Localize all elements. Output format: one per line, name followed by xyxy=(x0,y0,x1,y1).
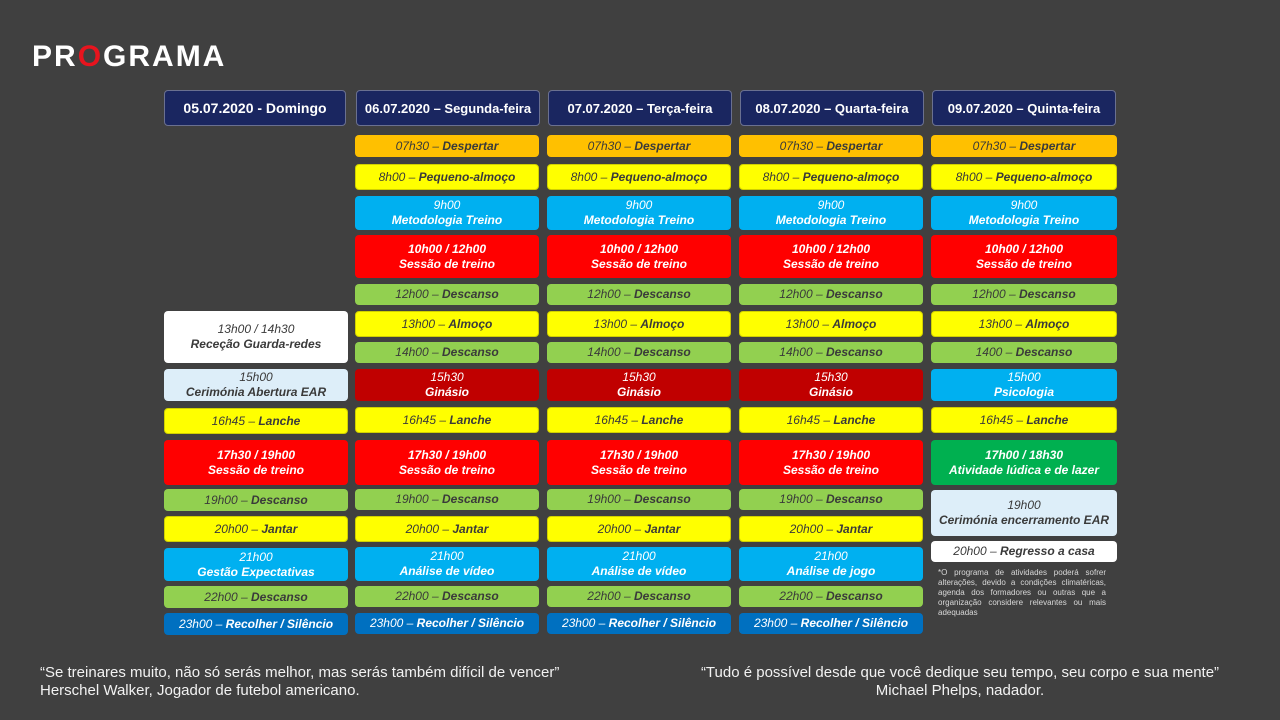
block-time: 07h30 – xyxy=(395,138,443,153)
block-time: 14h00 – xyxy=(587,345,634,359)
block-activity: Lanche xyxy=(1026,412,1069,427)
schedule-block xyxy=(739,586,923,607)
block-time: 23h00 – xyxy=(369,616,417,630)
block-activity: Sessão de treino xyxy=(398,462,496,477)
day-header: 07.07.2020 – Terça-feira xyxy=(548,90,732,126)
schedule-block xyxy=(164,489,348,511)
block-time: 10h00 / 12h00 xyxy=(791,241,871,256)
block-time: 14h00 – xyxy=(779,345,826,359)
schedule-block xyxy=(739,342,923,363)
block-activity: Despertar xyxy=(442,138,499,153)
schedule-block xyxy=(739,164,923,190)
schedule-block xyxy=(739,516,923,542)
schedule-block xyxy=(931,407,1117,433)
block-activity: Descanso xyxy=(1015,345,1073,359)
schedule-block xyxy=(164,586,348,608)
schedule-block xyxy=(931,164,1117,190)
schedule-block xyxy=(931,196,1117,230)
schedule-block xyxy=(355,311,539,337)
schedule-block xyxy=(547,407,731,433)
block-activity: Almoço xyxy=(832,316,877,331)
block-time: 19h00 – xyxy=(204,492,251,507)
block-activity: Jantar xyxy=(452,521,489,536)
block-activity: Descanso xyxy=(634,345,691,359)
schedule-block xyxy=(931,311,1117,337)
schedule-block xyxy=(739,407,923,433)
schedule-block xyxy=(355,135,539,157)
schedule-block xyxy=(739,284,923,305)
block-activity: Sessão de treino xyxy=(207,462,305,477)
block-time: 17h30 / 19h00 xyxy=(599,447,679,462)
block-activity: Ginásio xyxy=(808,385,853,399)
block-activity: Descanso xyxy=(826,589,883,603)
schedule-block xyxy=(164,613,348,635)
block-activity: Sessão de treino xyxy=(782,462,880,477)
block-time: 9h00 xyxy=(433,198,461,212)
schedule-block xyxy=(164,440,348,485)
schedule-block xyxy=(355,369,539,401)
schedule-block xyxy=(355,164,539,190)
block-activity: Pequeno-almoço xyxy=(610,169,708,184)
schedule-block xyxy=(739,135,923,157)
block-activity: Descanso xyxy=(442,492,499,506)
block-activity: Regresso a casa xyxy=(999,544,1095,558)
schedule-block xyxy=(547,547,731,581)
block-activity: Descanso xyxy=(634,492,691,506)
block-time: 8h00 – xyxy=(955,169,996,184)
schedule-block xyxy=(355,440,539,485)
block-time: 20h00 – xyxy=(789,521,837,536)
block-activity: Descanso xyxy=(826,287,883,301)
block-activity: Descanso xyxy=(634,589,691,603)
block-activity: Lanche xyxy=(449,412,492,427)
block-time: 17h30 / 19h00 xyxy=(791,447,871,462)
block-activity: Jantar xyxy=(261,521,298,536)
schedule-block xyxy=(355,235,539,278)
block-time: 17h30 / 19h00 xyxy=(216,447,296,462)
block-activity: Metodologia Treino xyxy=(775,213,887,227)
block-time: 13h00 – xyxy=(978,316,1026,331)
block-activity: Pequeno-almoço xyxy=(995,169,1093,184)
schedule-block xyxy=(164,408,348,434)
block-time: 15h30 xyxy=(622,370,656,384)
block-activity: Pequeno-almoço xyxy=(802,169,900,184)
schedule-block xyxy=(931,284,1117,305)
schedule-block xyxy=(931,135,1117,157)
schedule-block xyxy=(547,284,731,305)
block-activity: Descanso xyxy=(251,589,308,604)
schedule-block xyxy=(355,284,539,305)
block-time: 07h30 – xyxy=(779,138,827,153)
block-time: 16h45 – xyxy=(979,412,1027,427)
block-activity: Descanso xyxy=(1019,287,1076,301)
schedule-block xyxy=(355,489,539,510)
block-activity: Análise de vídeo xyxy=(399,564,495,578)
block-activity: Atividade lúdica e de lazer xyxy=(948,462,1100,477)
block-activity: Lanche xyxy=(258,413,301,428)
block-activity: Descanso xyxy=(251,492,308,507)
block-time: 12h00 – xyxy=(972,287,1019,301)
block-activity: Cerimónia Abertura EAR xyxy=(185,385,327,399)
schedule-block xyxy=(355,613,539,634)
block-time: 22h00 – xyxy=(779,589,826,603)
block-activity: Sessão de treino xyxy=(398,256,496,271)
block-time: 21h00 xyxy=(814,549,848,563)
block-activity: Recolher / Silêncio xyxy=(416,616,525,630)
block-time: 22h00 – xyxy=(204,589,251,604)
quote-left: “Se treinares muito, não só serás melhor, mas serás também difícil de vencer” Herschel Walker, Jogador de futebol americano. xyxy=(40,664,560,699)
block-time: 23h00 – xyxy=(561,616,609,630)
schedule-block xyxy=(547,135,731,157)
day-header: 09.07.2020 – Quinta-feira xyxy=(932,90,1116,126)
schedule-block xyxy=(739,489,923,510)
block-time: 12h00 – xyxy=(587,287,634,301)
block-time: 16h45 – xyxy=(786,412,834,427)
block-activity: Gestão Expectativas xyxy=(197,564,315,579)
block-time: 8h00 – xyxy=(762,169,803,184)
block-time: 22h00 – xyxy=(587,589,634,603)
block-activity: Metodologia Treino xyxy=(391,213,503,227)
block-time: 16h45 – xyxy=(594,412,642,427)
schedule-block xyxy=(931,541,1117,562)
block-time: 8h00 – xyxy=(378,169,419,184)
block-time: 16h45 – xyxy=(211,413,259,428)
schedule-block xyxy=(547,235,731,278)
block-activity: Ginásio xyxy=(616,385,661,399)
block-time: 13h00 – xyxy=(401,316,449,331)
block-activity: Psicologia xyxy=(993,385,1055,399)
block-activity: Ginásio xyxy=(424,385,469,399)
day-header: 05.07.2020 - Domingo xyxy=(164,90,346,126)
block-time: 19h00 – xyxy=(395,492,442,506)
block-activity: Despertar xyxy=(1019,138,1076,153)
block-activity: Sessão de treino xyxy=(782,256,880,271)
block-time: 15h00 xyxy=(1007,370,1041,384)
block-time: 21h00 xyxy=(430,549,464,563)
block-time: 19h00 xyxy=(1007,498,1041,512)
page-title: PROGRAMA xyxy=(32,40,227,73)
schedule-block xyxy=(355,516,539,542)
quote-right: “Tudo é possível desde que você dedique seu tempo, seu corpo e sua mente” Michael Phelps, nadador. xyxy=(700,664,1220,699)
schedule-block xyxy=(547,489,731,510)
block-activity: Almoço xyxy=(640,316,685,331)
schedule-block xyxy=(739,440,923,485)
block-time: 19h00 – xyxy=(779,492,826,506)
day-header: 08.07.2020 – Quarta-feira xyxy=(740,90,924,126)
schedule-block xyxy=(547,613,731,634)
block-time: 9h00 xyxy=(625,198,653,212)
block-time: 13h00 – xyxy=(593,316,641,331)
block-activity: Metodologia Treino xyxy=(583,213,695,227)
block-activity: Descanso xyxy=(442,287,499,301)
schedule-block xyxy=(739,369,923,401)
block-time: 12h00 – xyxy=(779,287,826,301)
schedule-block xyxy=(164,516,348,542)
block-time: 9h00 xyxy=(817,198,845,212)
block-time: 20h00 – xyxy=(214,521,262,536)
schedule-block xyxy=(931,369,1117,401)
schedule-block xyxy=(547,164,731,190)
block-activity: Lanche xyxy=(641,412,684,427)
block-time: 9h00 xyxy=(1010,198,1038,212)
block-time: 14h00 – xyxy=(395,345,442,359)
block-time: 13h00 / 14h30 xyxy=(217,322,295,336)
schedule-block xyxy=(547,440,731,485)
block-activity: Análise de vídeo xyxy=(591,564,687,578)
day-header: 06.07.2020 – Segunda-feira xyxy=(356,90,540,126)
block-time: 15h30 xyxy=(814,370,848,384)
block-activity: Descanso xyxy=(442,589,499,603)
block-activity: Recolher / Silêncio xyxy=(800,616,909,630)
schedule-block xyxy=(739,613,923,634)
block-activity: Sessão de treino xyxy=(590,462,688,477)
block-time: 12h00 – xyxy=(395,287,442,301)
block-activity: Jantar xyxy=(836,521,873,536)
schedule-block xyxy=(355,547,539,581)
block-time: 23h00 – xyxy=(753,616,801,630)
block-time: 10h00 / 12h00 xyxy=(984,241,1064,256)
schedule-block xyxy=(547,196,731,230)
schedule-block xyxy=(931,490,1117,536)
schedule-block xyxy=(164,548,348,581)
block-activity: Cerimónia encerramento EAR xyxy=(938,513,1110,527)
schedule-block xyxy=(739,235,923,278)
schedule-block xyxy=(164,369,348,401)
schedule-block xyxy=(355,342,539,363)
schedule-block xyxy=(355,196,539,230)
block-activity: Almoço xyxy=(448,316,493,331)
block-activity: Recolher / Silêncio xyxy=(225,616,334,631)
block-time: 23h00 – xyxy=(178,616,226,631)
schedule-block xyxy=(739,196,923,230)
block-time: 1400 – xyxy=(975,345,1016,359)
block-time: 8h00 – xyxy=(570,169,611,184)
block-time: 20h00 – xyxy=(597,521,645,536)
block-activity: Descanso xyxy=(634,287,691,301)
block-time: 15h30 xyxy=(430,370,464,384)
block-activity: Lanche xyxy=(833,412,876,427)
block-activity: Sessão de treino xyxy=(975,256,1073,271)
block-activity: Descanso xyxy=(826,345,883,359)
schedule-block xyxy=(547,342,731,363)
block-activity: Pequeno-almoço xyxy=(418,169,516,184)
block-activity: Despertar xyxy=(826,138,883,153)
schedule-block xyxy=(547,516,731,542)
schedule-block xyxy=(355,586,539,607)
block-time: 19h00 – xyxy=(587,492,634,506)
block-activity: Descanso xyxy=(826,492,883,506)
schedule-block xyxy=(931,440,1117,485)
schedule-block xyxy=(547,369,731,401)
block-activity: Receção Guarda-redes xyxy=(190,337,322,351)
disclaimer-note: *O programa de atividades poderá sofrer alterações, devido a condições climatéricas, agenda dos formadores ou outras que a organização considere relevantes ou mais adequadas xyxy=(938,568,1106,617)
schedule-block xyxy=(164,311,348,363)
block-time: 20h00 – xyxy=(953,544,1000,558)
block-time: 21h00 xyxy=(239,549,273,564)
schedule-block xyxy=(547,586,731,607)
block-time: 10h00 / 12h00 xyxy=(407,241,487,256)
schedule-block xyxy=(739,311,923,337)
block-activity: Análise de jogo xyxy=(786,564,876,578)
block-activity: Almoço xyxy=(1025,316,1070,331)
block-activity: Sessão de treino xyxy=(590,256,688,271)
block-time: 15h00 xyxy=(239,370,273,384)
block-time: 10h00 / 12h00 xyxy=(599,241,679,256)
block-time: 13h00 – xyxy=(785,316,833,331)
block-time: 17h00 / 18h30 xyxy=(984,447,1064,462)
schedule-block xyxy=(931,342,1117,363)
block-time: 07h30 – xyxy=(587,138,635,153)
block-time: 20h00 – xyxy=(405,521,453,536)
block-time: 17h30 / 19h00 xyxy=(407,447,487,462)
block-time: 22h00 – xyxy=(395,589,442,603)
block-activity: Jantar xyxy=(644,521,681,536)
block-time: 16h45 – xyxy=(402,412,450,427)
block-time: 21h00 xyxy=(622,549,656,563)
schedule-block xyxy=(931,235,1117,278)
schedule-block xyxy=(547,311,731,337)
block-activity: Metodologia Treino xyxy=(968,213,1080,227)
schedule-block xyxy=(739,547,923,581)
schedule-block xyxy=(355,407,539,433)
block-activity: Recolher / Silêncio xyxy=(608,616,717,630)
block-activity: Despertar xyxy=(634,138,691,153)
block-time: 07h30 – xyxy=(972,138,1020,153)
block-activity: Descanso xyxy=(442,345,499,359)
